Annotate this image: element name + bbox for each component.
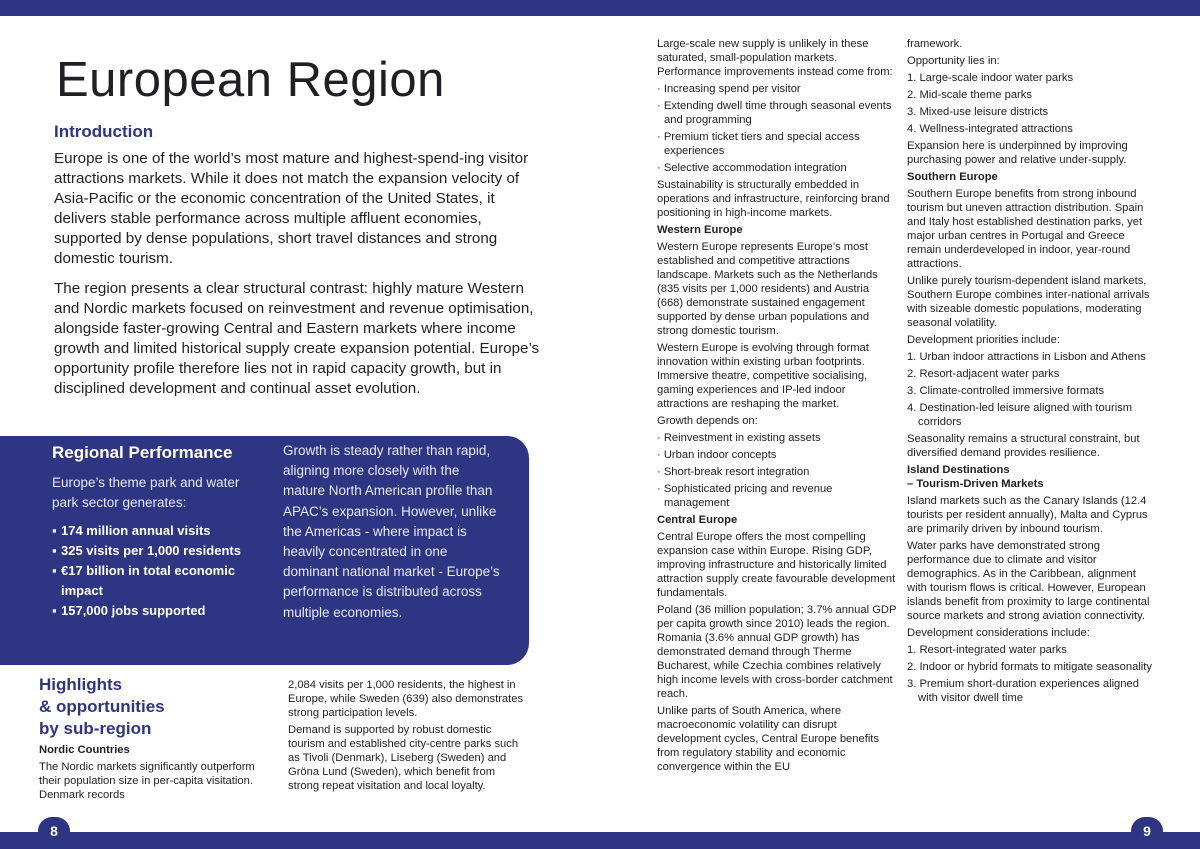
growth-intro: Growth depends on:	[657, 415, 758, 427]
development-intro: Development priorities include:	[907, 334, 1060, 346]
list-item: · Short-break resort integration	[657, 466, 810, 478]
list-item: 2. Mid-scale theme parks	[907, 89, 1032, 101]
southern-paragraph-1: Southern Europe benefits from strong inbound tourism but uneven attraction distribution. Spain and Italy host established destination parks, yet major urban centres in Portugal and Greece remain underdeveloped in indoor, year-round attractions.	[907, 188, 1144, 270]
central-europe-heading: Central Europe	[657, 514, 738, 526]
page-number-right: 9	[1131, 817, 1163, 845]
island-paragraph-1: Island markets such as the Canary Islands (12.4 tourists per resident annually), Malta and Cyprus are primarily driven by inbound tourism.	[907, 495, 1148, 535]
opportunity-intro: Opportunity lies in:	[907, 55, 1000, 67]
list-item: 1. Large-scale indoor water parks	[907, 72, 1074, 84]
nordic-paragraph-3: Demand is supported by robust domestic tourism and established city-centre parks such as Tivoli (Denmark), Liseberg (Sweden) and Gröna Lund (Sweden), which benefit from strong repeat visitation and local loyalty.	[288, 724, 519, 792]
considerations-intro: Development considerations include:	[907, 627, 1090, 639]
list-item: 4. Wellness-integrated attractions	[907, 123, 1073, 135]
nordic-paragraph-2: 2,084 visits per 1,000 residents, the highest in Europe, while Sweden (639) also demonstrates strong participation levels.	[288, 679, 524, 719]
stat-item: ▪ 157,000 jobs supported	[52, 603, 206, 618]
regional-performance-heading: Regional Performance	[52, 443, 233, 462]
nordic-heading: Nordic Countries	[39, 744, 130, 756]
intro-paragraph-2: The region presents a clear structural contrast: highly mature Western and Nordic markets focused on reinvestment and revenue optimisation, alongside faster-growing Central and Eastern markets where income growth and limited historical supply create expansion potential. Europe’s opportunity profile therefore lies not in rapid capacity growth, but in disciplined development and continual asset evolution.	[54, 280, 540, 397]
list-item: · Reinvestment in existing assets	[657, 432, 821, 444]
central-paragraph-3: Unlike parts of South America, where macroeconomic volatility can disrupt development cycles, Central Europe benefits from regulatory stability and economic convergence within the EU	[657, 705, 880, 773]
list-item: 3. Climate-controlled immersive formats	[907, 385, 1105, 397]
list-item: 1. Resort-integrated water parks	[907, 644, 1067, 656]
list-item: · Increasing spend per visitor	[657, 83, 801, 95]
list-item: 3. Premium short-duration experiences aligned with visitor dwell time	[907, 678, 1139, 704]
western-europe-heading: Western Europe	[657, 224, 743, 236]
western-paragraph-1: Western Europe represents Europe’s most established and competitive attractions landscape. Markets such as the Netherlands (835 visits per 1,000 residents) and Austria (668) demonstrate sustained engagement supported by dense urban populations and strong domestic tourism.	[657, 241, 878, 337]
stat-item: ▪ 174 million annual visits	[52, 523, 211, 538]
list-item: · Extending dwell time through seasonal events and programming	[657, 100, 892, 126]
western-paragraph-2: Western Europe is evolving through format innovation within existing urban footprints. Immersive theatre, competitive socialising, gaming experiences and IP-led indoor attractions are reshaping the market.	[657, 342, 869, 410]
list-item: 4. Destination-led leisure aligned with tourism corridors	[907, 402, 1133, 428]
right-column-1	[657, 37, 897, 777]
list-item: · Urban indoor concepts	[657, 449, 777, 461]
list-item: · Selective accommodation integration	[657, 162, 847, 174]
central-paragraph-1: Central Europe offers the most compelling expansion case within Europe. Rising GDP, improving infrastructure and historically limited attraction supply create favourable development fundamentals.	[657, 531, 896, 599]
stat-item: ▪ €17 billion in total economic impact	[52, 563, 236, 598]
list-item: 1. Urban indoor attractions in Lisbon and Athens	[907, 351, 1146, 363]
introduction-heading: Introduction	[54, 122, 154, 141]
central-paragraph-2: Poland (36 million population; 3.7% annual GDP per capita growth since 2010) leads the region. Romania (3.6% annual GDP growth) has demonstrated demand through Therme Bucharest, while Czechia combines relatively high income levels with cross-border catchment reach.	[657, 604, 897, 700]
nordic-column-a	[39, 743, 259, 805]
island-heading-line-2: – Tourism-Driven Markets	[907, 478, 1044, 490]
continued-text: framework.	[907, 38, 963, 50]
island-heading-line-1: Island Destinations	[907, 464, 1010, 476]
regional-performance-subtitle: Europe’s theme park and water park sector generates:	[52, 475, 240, 510]
nordic-supply-paragraph: Large-scale new supply is unlikely in these saturated, small-population markets. Performance improvements instead come from:	[657, 38, 893, 78]
stat-item: ▪ 325 visits per 1,000 residents	[52, 543, 241, 558]
highlights-heading: Highlights & opportunities by sub-region	[39, 675, 165, 738]
growth-paragraph: Growth is steady rather than rapid, aligning more closely with the mature North American profile than APAC’s expansion. However, unlike the Americas - where impact is heavily concentrated in one dominant national market - Europe’s performance is distributed across multiple economies.	[283, 443, 500, 620]
list-item: · Premium ticket tiers and special access experiences	[657, 131, 860, 157]
sustainability-paragraph: Sustainability is structurally embedded in operations and infrastructure, reinforcing brand positioning in high-income markets.	[657, 179, 890, 219]
bottom-band	[0, 832, 1200, 849]
list-item: 2. Resort-adjacent water parks	[907, 368, 1060, 380]
intro-paragraph-1: Europe is one of the world’s most mature and highest-spend-ing visitor attractions markets. While it does not match the expansion velocity of Asia-Pacific or the economic concentration of the United States, it delivers stable performance across multiple affluent economies, supported by dense populations, short travel distances and strong domestic tourism.	[54, 150, 529, 267]
nordic-column-b	[288, 678, 528, 796]
island-paragraph-2: Water parks have demonstrated strong performance due to climate and visitor demographics. As in the Caribbean, alignment with tourism flows is critical. However, European islands benefit from proximity to large continental source markets and strong aviation connectivity.	[907, 540, 1150, 622]
expansion-paragraph: Expansion here is underpinned by improving purchasing power and relative under-supply.	[907, 140, 1128, 166]
list-item: · Sophisticated pricing and revenue management	[657, 483, 833, 509]
nordic-paragraph-1: The Nordic markets significantly outperform their population size in per-capita visitation. Denmark records	[39, 761, 255, 801]
performance-stats-list	[52, 521, 277, 621]
top-band	[0, 0, 1200, 16]
right-column-2	[907, 37, 1152, 708]
seasonality-paragraph: Seasonality remains a structural constraint, but diversified demand provides resilience.	[907, 433, 1140, 459]
page-title: European Region	[56, 53, 445, 107]
list-item: 3. Mixed-use leisure districts	[907, 106, 1049, 118]
list-item: 2. Indoor or hybrid formats to mitigate seasonality	[907, 661, 1152, 673]
page-number-left: 8	[38, 817, 70, 845]
southern-europe-heading: Southern Europe	[907, 171, 998, 183]
southern-paragraph-2: Unlike purely tourism-dependent island markets, Southern Europe combines inter-national arrivals with sizeable domestic populations, moderating seasonal volatility.	[907, 275, 1150, 329]
